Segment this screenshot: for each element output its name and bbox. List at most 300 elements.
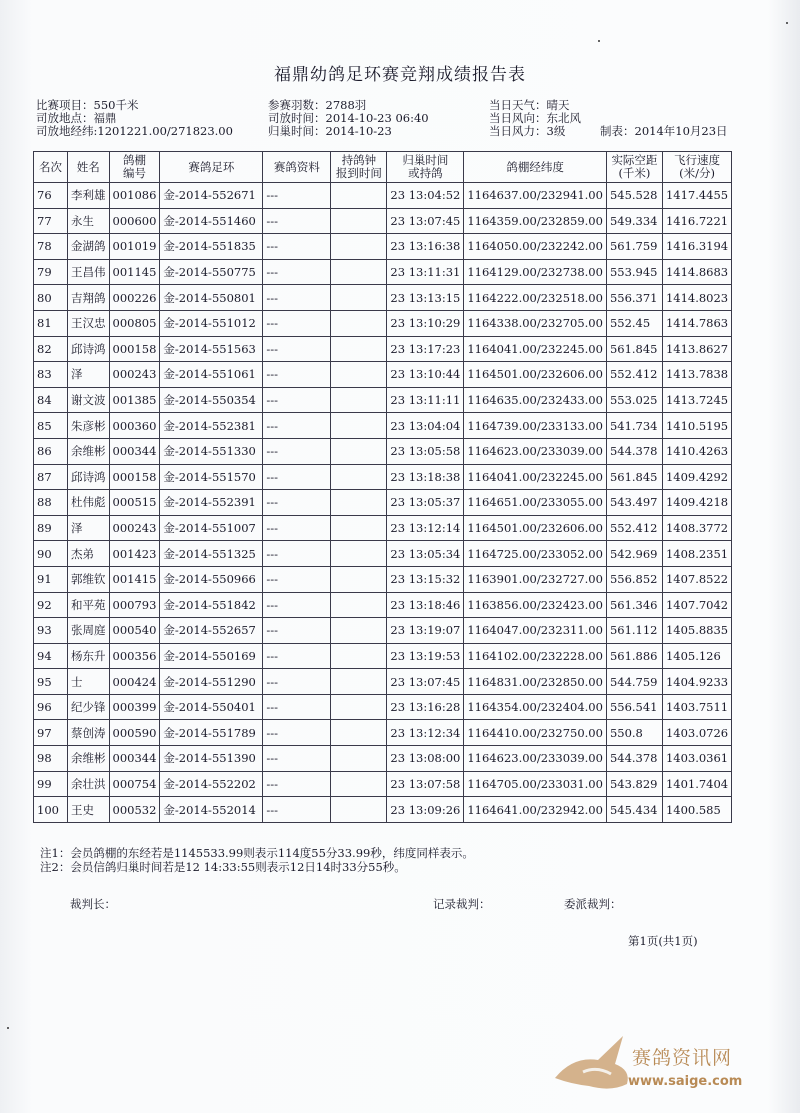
cell-name: 杜伟彪	[68, 490, 110, 516]
cell-arrival-time: 23 13:16:28	[387, 694, 464, 720]
cell-rank: 85	[34, 413, 68, 439]
cell-loft-coords: 1164041.00/232245.00	[464, 336, 607, 362]
cell-arrival-time: 23 13:18:46	[387, 592, 464, 618]
referee-chief-label: 裁判长：	[70, 897, 116, 911]
cell-arrival-time: 23 13:16:38	[387, 234, 464, 260]
cell-pigeon-info: ---	[263, 797, 331, 823]
cell-loft-coords: 1164222.00/232518.00	[464, 285, 607, 311]
cell-arrival-time: 23 13:05:34	[387, 541, 464, 567]
header-distance: 实际空距 (千米)	[606, 152, 662, 183]
cell-speed: 1417.4455	[662, 183, 731, 209]
cell-distance: 561.845	[606, 336, 662, 362]
cell-rank: 76	[34, 183, 68, 209]
cell-clock-time	[331, 643, 387, 669]
cell-rank: 88	[34, 490, 68, 516]
cell-loft-id: 000344	[109, 438, 160, 464]
cell-speed: 1414.8023	[662, 285, 731, 311]
cell-distance: 541.734	[606, 413, 662, 439]
cell-speed: 1413.7245	[662, 387, 731, 413]
cell-name: 余维彬	[68, 746, 110, 772]
cell-speed: 1407.8522	[662, 566, 731, 592]
cell-arrival-time: 23 13:12:14	[387, 515, 464, 541]
cell-loft-id: 000540	[109, 618, 160, 644]
cell-clock-time	[331, 438, 387, 464]
cell-loft-id: 000243	[109, 515, 160, 541]
cell-clock-time	[331, 515, 387, 541]
cell-name: 金湖鸽	[68, 234, 110, 260]
table-row	[34, 464, 732, 490]
cell-arrival-time: 23 13:04:04	[387, 413, 464, 439]
cell-speed: 1414.7863	[662, 310, 731, 336]
cell-pigeon-info: ---	[263, 464, 331, 490]
cell-pigeon-info: ---	[263, 413, 331, 439]
cell-ring: 金-2014-552014	[160, 797, 263, 823]
cell-pigeon-info: ---	[263, 259, 331, 285]
cell-pigeon-info: ---	[263, 362, 331, 388]
table-row	[34, 720, 732, 746]
table-row	[34, 336, 732, 362]
meta-wind-force: 当日风力：3级	[489, 124, 566, 138]
cell-distance: 552.45	[606, 310, 662, 336]
cell-speed: 1405.126	[662, 643, 731, 669]
table-row	[34, 515, 732, 541]
table-row	[34, 490, 732, 516]
table-row	[34, 259, 732, 285]
cell-name: 张周庭	[68, 618, 110, 644]
cell-ring: 金-2014-550401	[160, 694, 263, 720]
cell-loft-coords: 1164501.00/232606.00	[464, 515, 607, 541]
cell-clock-time	[331, 771, 387, 797]
header-ring: 赛鸽足环	[160, 152, 263, 183]
cell-distance: 544.378	[606, 746, 662, 772]
cell-loft-id: 000360	[109, 413, 160, 439]
cell-loft-id: 000226	[109, 285, 160, 311]
cell-ring: 金-2014-551325	[160, 541, 263, 567]
cell-name: 永生	[68, 208, 110, 234]
table-row	[34, 746, 732, 772]
cell-distance: 544.759	[606, 669, 662, 695]
cell-arrival-time: 23 13:11:31	[387, 259, 464, 285]
cell-loft-coords: 1164129.00/232738.00	[464, 259, 607, 285]
cell-loft-coords: 1164641.00/232942.00	[464, 797, 607, 823]
table-row	[34, 438, 732, 464]
cell-loft-id: 000600	[109, 208, 160, 234]
header-loft-id: 鸽棚 编号	[109, 152, 160, 183]
cell-ring: 金-2014-550801	[160, 285, 263, 311]
cell-arrival-time: 23 13:13:15	[387, 285, 464, 311]
cell-arrival-time: 23 13:05:37	[387, 490, 464, 516]
cell-clock-time	[331, 234, 387, 260]
cell-rank: 95	[34, 669, 68, 695]
cell-loft-id: 000356	[109, 643, 160, 669]
table-row	[34, 643, 732, 669]
cell-distance: 561.112	[606, 618, 662, 644]
cell-loft-id: 001145	[109, 259, 160, 285]
cell-pigeon-info: ---	[263, 208, 331, 234]
cell-clock-time	[331, 285, 387, 311]
cell-distance: 553.945	[606, 259, 662, 285]
meta-race-item: 比赛项目：550千米	[36, 98, 139, 112]
cell-name: 泽	[68, 362, 110, 388]
watermark-text: 赛鸽资讯网	[632, 1047, 733, 1069]
cell-loft-coords: 1164354.00/232404.00	[464, 694, 607, 720]
table-row	[34, 541, 732, 567]
cell-name: 李利雄	[68, 183, 110, 209]
table-row	[34, 694, 732, 720]
cell-rank: 80	[34, 285, 68, 311]
cell-loft-coords: 1164831.00/232850.00	[464, 669, 607, 695]
cell-speed: 1410.5195	[662, 413, 731, 439]
cell-pigeon-info: ---	[263, 720, 331, 746]
cell-speed: 1414.8683	[662, 259, 731, 285]
cell-ring: 金-2014-550354	[160, 387, 263, 413]
cell-distance: 549.334	[606, 208, 662, 234]
cell-loft-id: 000754	[109, 771, 160, 797]
cell-distance: 543.829	[606, 771, 662, 797]
table-row	[34, 208, 732, 234]
cell-speed: 1413.8627	[662, 336, 731, 362]
note-2: 注2：会员信鸽归巢时间若是12 14:33:55则表示12日14时33分55秒。	[40, 860, 406, 874]
cell-ring: 金-2014-551390	[160, 746, 263, 772]
cell-arrival-time: 23 13:19:07	[387, 618, 464, 644]
cell-distance: 545.528	[606, 183, 662, 209]
cell-rank: 84	[34, 387, 68, 413]
cell-loft-id: 001019	[109, 234, 160, 260]
cell-distance: 561.845	[606, 464, 662, 490]
cell-speed: 1408.2351	[662, 541, 731, 567]
cell-loft-coords: 1164623.00/233039.00	[464, 438, 607, 464]
meta-return-time: 归巢时间：2014-10-23	[268, 124, 392, 138]
cell-distance: 544.378	[606, 438, 662, 464]
cell-ring: 金-2014-551789	[160, 720, 263, 746]
cell-name: 谢文波	[68, 387, 110, 413]
table-body	[34, 183, 732, 823]
cell-clock-time	[331, 310, 387, 336]
cell-loft-id: 000158	[109, 336, 160, 362]
cell-ring: 金-2014-550775	[160, 259, 263, 285]
cell-loft-id: 000793	[109, 592, 160, 618]
cell-loft-coords: 1164338.00/232705.00	[464, 310, 607, 336]
cell-rank: 92	[34, 592, 68, 618]
cell-name: 王昌伟	[68, 259, 110, 285]
cell-loft-id: 001086	[109, 183, 160, 209]
cell-loft-coords: 1164623.00/233039.00	[464, 746, 607, 772]
cell-rank: 82	[34, 336, 68, 362]
header-arrival-time: 归巢时间 或持鸽	[387, 152, 464, 183]
cell-loft-coords: 1164501.00/232606.00	[464, 362, 607, 388]
cell-loft-coords: 1164635.00/232433.00	[464, 387, 607, 413]
cell-name: 吉翔鸽	[68, 285, 110, 311]
cell-loft-coords: 1163901.00/232727.00	[464, 566, 607, 592]
cell-rank: 90	[34, 541, 68, 567]
cell-speed: 1407.7042	[662, 592, 731, 618]
scan-speck	[786, 22, 788, 24]
cell-pigeon-info: ---	[263, 490, 331, 516]
cell-pigeon-info: ---	[263, 746, 331, 772]
cell-distance: 553.025	[606, 387, 662, 413]
cell-clock-time	[331, 746, 387, 772]
meta-column-1	[36, 99, 233, 138]
cell-arrival-time: 23 13:18:38	[387, 464, 464, 490]
cell-ring: 金-2014-551012	[160, 310, 263, 336]
cell-speed: 1408.3772	[662, 515, 731, 541]
header-clock-time: 持鸽钟 报到时间	[331, 152, 387, 183]
cell-speed: 1410.4263	[662, 438, 731, 464]
cell-speed: 1413.7838	[662, 362, 731, 388]
cell-rank: 98	[34, 746, 68, 772]
cell-distance: 552.412	[606, 362, 662, 388]
cell-distance: 543.497	[606, 490, 662, 516]
cell-speed: 1416.7221	[662, 208, 731, 234]
cell-clock-time	[331, 208, 387, 234]
cell-ring: 金-2014-550966	[160, 566, 263, 592]
table-row	[34, 183, 732, 209]
cell-name: 邱诗鸿	[68, 464, 110, 490]
meta-column-3	[489, 99, 581, 138]
cell-clock-time	[331, 259, 387, 285]
cell-loft-coords: 1164050.00/232242.00	[464, 234, 607, 260]
cell-rank: 94	[34, 643, 68, 669]
cell-clock-time	[331, 541, 387, 567]
cell-distance: 542.969	[606, 541, 662, 567]
cell-clock-time	[331, 413, 387, 439]
cell-loft-coords: 1164725.00/233052.00	[464, 541, 607, 567]
cell-pigeon-info: ---	[263, 771, 331, 797]
cell-speed: 1416.3194	[662, 234, 731, 260]
cell-loft-id: 000158	[109, 464, 160, 490]
cell-clock-time	[331, 592, 387, 618]
cell-rank: 81	[34, 310, 68, 336]
cell-ring: 金-2014-551835	[160, 234, 263, 260]
cell-arrival-time: 23 13:04:52	[387, 183, 464, 209]
cell-rank: 99	[34, 771, 68, 797]
table-row	[34, 669, 732, 695]
table-row	[34, 566, 732, 592]
cell-ring: 金-2014-551563	[160, 336, 263, 362]
cell-name: 王汉忠	[68, 310, 110, 336]
delegate-label: 委派裁判：	[564, 897, 622, 911]
cell-distance: 556.371	[606, 285, 662, 311]
cell-arrival-time: 23 13:07:45	[387, 208, 464, 234]
cell-name: 和平苑	[68, 592, 110, 618]
cell-pigeon-info: ---	[263, 234, 331, 260]
cell-speed: 1404.9233	[662, 669, 731, 695]
cell-pigeon-info: ---	[263, 515, 331, 541]
table-row	[34, 362, 732, 388]
results-table	[33, 151, 732, 823]
cell-clock-time	[331, 694, 387, 720]
cell-ring: 金-2014-552391	[160, 490, 263, 516]
cell-distance: 556.852	[606, 566, 662, 592]
cell-rank: 91	[34, 566, 68, 592]
cell-clock-time	[331, 618, 387, 644]
meta-release-time: 司放时间：2014-10-23 06:40	[268, 111, 429, 125]
cell-speed: 1403.0726	[662, 720, 731, 746]
cell-loft-id: 000532	[109, 797, 160, 823]
cell-distance: 550.8	[606, 720, 662, 746]
cell-name: 纪少锋	[68, 694, 110, 720]
cell-loft-id: 000344	[109, 746, 160, 772]
cell-pigeon-info: ---	[263, 387, 331, 413]
cell-name: 余维彬	[68, 438, 110, 464]
cell-rank: 87	[34, 464, 68, 490]
cell-loft-id: 000399	[109, 694, 160, 720]
cell-ring: 金-2014-551007	[160, 515, 263, 541]
cell-loft-id: 000590	[109, 720, 160, 746]
cell-arrival-time: 23 13:17:23	[387, 336, 464, 362]
cell-name: 郭维钦	[68, 566, 110, 592]
scan-speck	[598, 40, 600, 42]
cell-clock-time	[331, 362, 387, 388]
notes	[40, 846, 474, 874]
cell-loft-coords: 1164651.00/233055.00	[464, 490, 607, 516]
cell-loft-coords: 1164739.00/233133.00	[464, 413, 607, 439]
cell-loft-coords: 1163856.00/232423.00	[464, 592, 607, 618]
scan-speck	[7, 1027, 9, 1029]
cell-loft-coords: 1164637.00/232941.00	[464, 183, 607, 209]
cell-arrival-time: 23 13:11:11	[387, 387, 464, 413]
cell-rank: 78	[34, 234, 68, 260]
cell-ring: 金-2014-552657	[160, 618, 263, 644]
table-row	[34, 618, 732, 644]
cell-loft-coords: 1164041.00/232245.00	[464, 464, 607, 490]
cell-distance: 561.346	[606, 592, 662, 618]
cell-pigeon-info: ---	[263, 310, 331, 336]
cell-ring: 金-2014-551061	[160, 362, 263, 388]
header-speed: 飞行速度 (米/分)	[662, 152, 731, 183]
cell-speed: 1400.585	[662, 797, 731, 823]
cell-clock-time	[331, 490, 387, 516]
cell-arrival-time: 23 13:08:00	[387, 746, 464, 772]
cell-rank: 97	[34, 720, 68, 746]
meta-made-date: 制表：2014年10月23日	[600, 124, 728, 138]
table-row	[34, 797, 732, 823]
cell-name: 王史	[68, 797, 110, 823]
cell-distance: 545.434	[606, 797, 662, 823]
cell-speed: 1409.4218	[662, 490, 731, 516]
cell-arrival-time: 23 13:07:58	[387, 771, 464, 797]
cell-loft-coords: 1164410.00/232750.00	[464, 720, 607, 746]
cell-loft-id: 001385	[109, 387, 160, 413]
cell-pigeon-info: ---	[263, 618, 331, 644]
cell-loft-id: 001423	[109, 541, 160, 567]
cell-rank: 77	[34, 208, 68, 234]
cell-pigeon-info: ---	[263, 694, 331, 720]
cell-rank: 96	[34, 694, 68, 720]
cell-ring: 金-2014-552202	[160, 771, 263, 797]
cell-loft-id: 000424	[109, 669, 160, 695]
cell-ring: 金-2014-551842	[160, 592, 263, 618]
cell-distance: 552.412	[606, 515, 662, 541]
header-rank: 名次	[34, 152, 68, 183]
cell-clock-time	[331, 183, 387, 209]
cell-ring: 金-2014-550169	[160, 643, 263, 669]
cell-speed: 1409.4292	[662, 464, 731, 490]
cell-loft-id: 001415	[109, 566, 160, 592]
cell-distance: 561.886	[606, 643, 662, 669]
cell-name: 泽	[68, 515, 110, 541]
cell-pigeon-info: ---	[263, 438, 331, 464]
cell-arrival-time: 23 13:10:29	[387, 310, 464, 336]
table-row	[34, 285, 732, 311]
cell-rank: 89	[34, 515, 68, 541]
cell-speed: 1403.7511	[662, 694, 731, 720]
watermark-url: www.saige.com	[628, 1074, 743, 1089]
cell-ring: 金-2014-551570	[160, 464, 263, 490]
cell-clock-time	[331, 464, 387, 490]
table-row	[34, 592, 732, 618]
cell-pigeon-info: ---	[263, 183, 331, 209]
cell-loft-id: 000515	[109, 490, 160, 516]
cell-ring: 金-2014-551290	[160, 669, 263, 695]
meta-column-2	[268, 99, 429, 138]
cell-ring: 金-2014-552671	[160, 183, 263, 209]
cell-arrival-time: 23 13:07:45	[387, 669, 464, 695]
cell-distance: 556.541	[606, 694, 662, 720]
cell-clock-time	[331, 797, 387, 823]
meta-release-coords: 司放地经纬:1201221.00/271823.00	[36, 124, 233, 138]
cell-loft-coords: 1164705.00/233031.00	[464, 771, 607, 797]
cell-loft-coords: 1164047.00/232311.00	[464, 618, 607, 644]
cell-rank: 83	[34, 362, 68, 388]
cell-arrival-time: 23 13:09:26	[387, 797, 464, 823]
cell-name: 杰弟	[68, 541, 110, 567]
cell-distance: 561.759	[606, 234, 662, 260]
note-1: 注1：会员鸽棚的东经若是1145533.99则表示114度55分33.99秒，纬度同样表示。	[40, 846, 474, 860]
cell-arrival-time: 23 13:05:58	[387, 438, 464, 464]
cell-pigeon-info: ---	[263, 285, 331, 311]
cell-pigeon-info: ---	[263, 669, 331, 695]
cell-pigeon-info: ---	[263, 566, 331, 592]
cell-pigeon-info: ---	[263, 541, 331, 567]
cell-pigeon-info: ---	[263, 336, 331, 362]
cell-pigeon-info: ---	[263, 643, 331, 669]
cell-clock-time	[331, 669, 387, 695]
cell-name: 士	[68, 669, 110, 695]
page-number: 第1页(共1页)	[628, 934, 698, 948]
table-header-row	[34, 152, 732, 183]
cell-rank: 86	[34, 438, 68, 464]
cell-ring: 金-2014-552381	[160, 413, 263, 439]
cell-name: 邱诗鸿	[68, 336, 110, 362]
cell-ring: 金-2014-551460	[160, 208, 263, 234]
cell-clock-time	[331, 336, 387, 362]
table-row	[34, 771, 732, 797]
cell-speed: 1403.0361	[662, 746, 731, 772]
header-loft-coords: 鸽棚经纬度	[464, 152, 607, 183]
cell-ring: 金-2014-551330	[160, 438, 263, 464]
cell-arrival-time: 23 13:12:34	[387, 720, 464, 746]
cell-rank: 79	[34, 259, 68, 285]
cell-rank: 100	[34, 797, 68, 823]
cell-clock-time	[331, 566, 387, 592]
meta-entries: 参赛羽数：2788羽	[268, 98, 367, 112]
cell-name: 蔡创涛	[68, 720, 110, 746]
cell-arrival-time: 23 13:19:53	[387, 643, 464, 669]
recorder-label: 记录裁判：	[433, 897, 491, 911]
cell-clock-time	[331, 387, 387, 413]
cell-clock-time	[331, 720, 387, 746]
cell-name: 余壮洪	[68, 771, 110, 797]
cell-rank: 93	[34, 618, 68, 644]
table-row	[34, 413, 732, 439]
cell-speed: 1405.8835	[662, 618, 731, 644]
cell-loft-id: 000243	[109, 362, 160, 388]
header-name: 姓名	[68, 152, 110, 183]
report-title: 福鼎幼鸽足环赛竞翔成绩报告表	[274, 65, 526, 85]
cell-loft-coords: 1164102.00/232228.00	[464, 643, 607, 669]
cell-speed: 1401.7404	[662, 771, 731, 797]
